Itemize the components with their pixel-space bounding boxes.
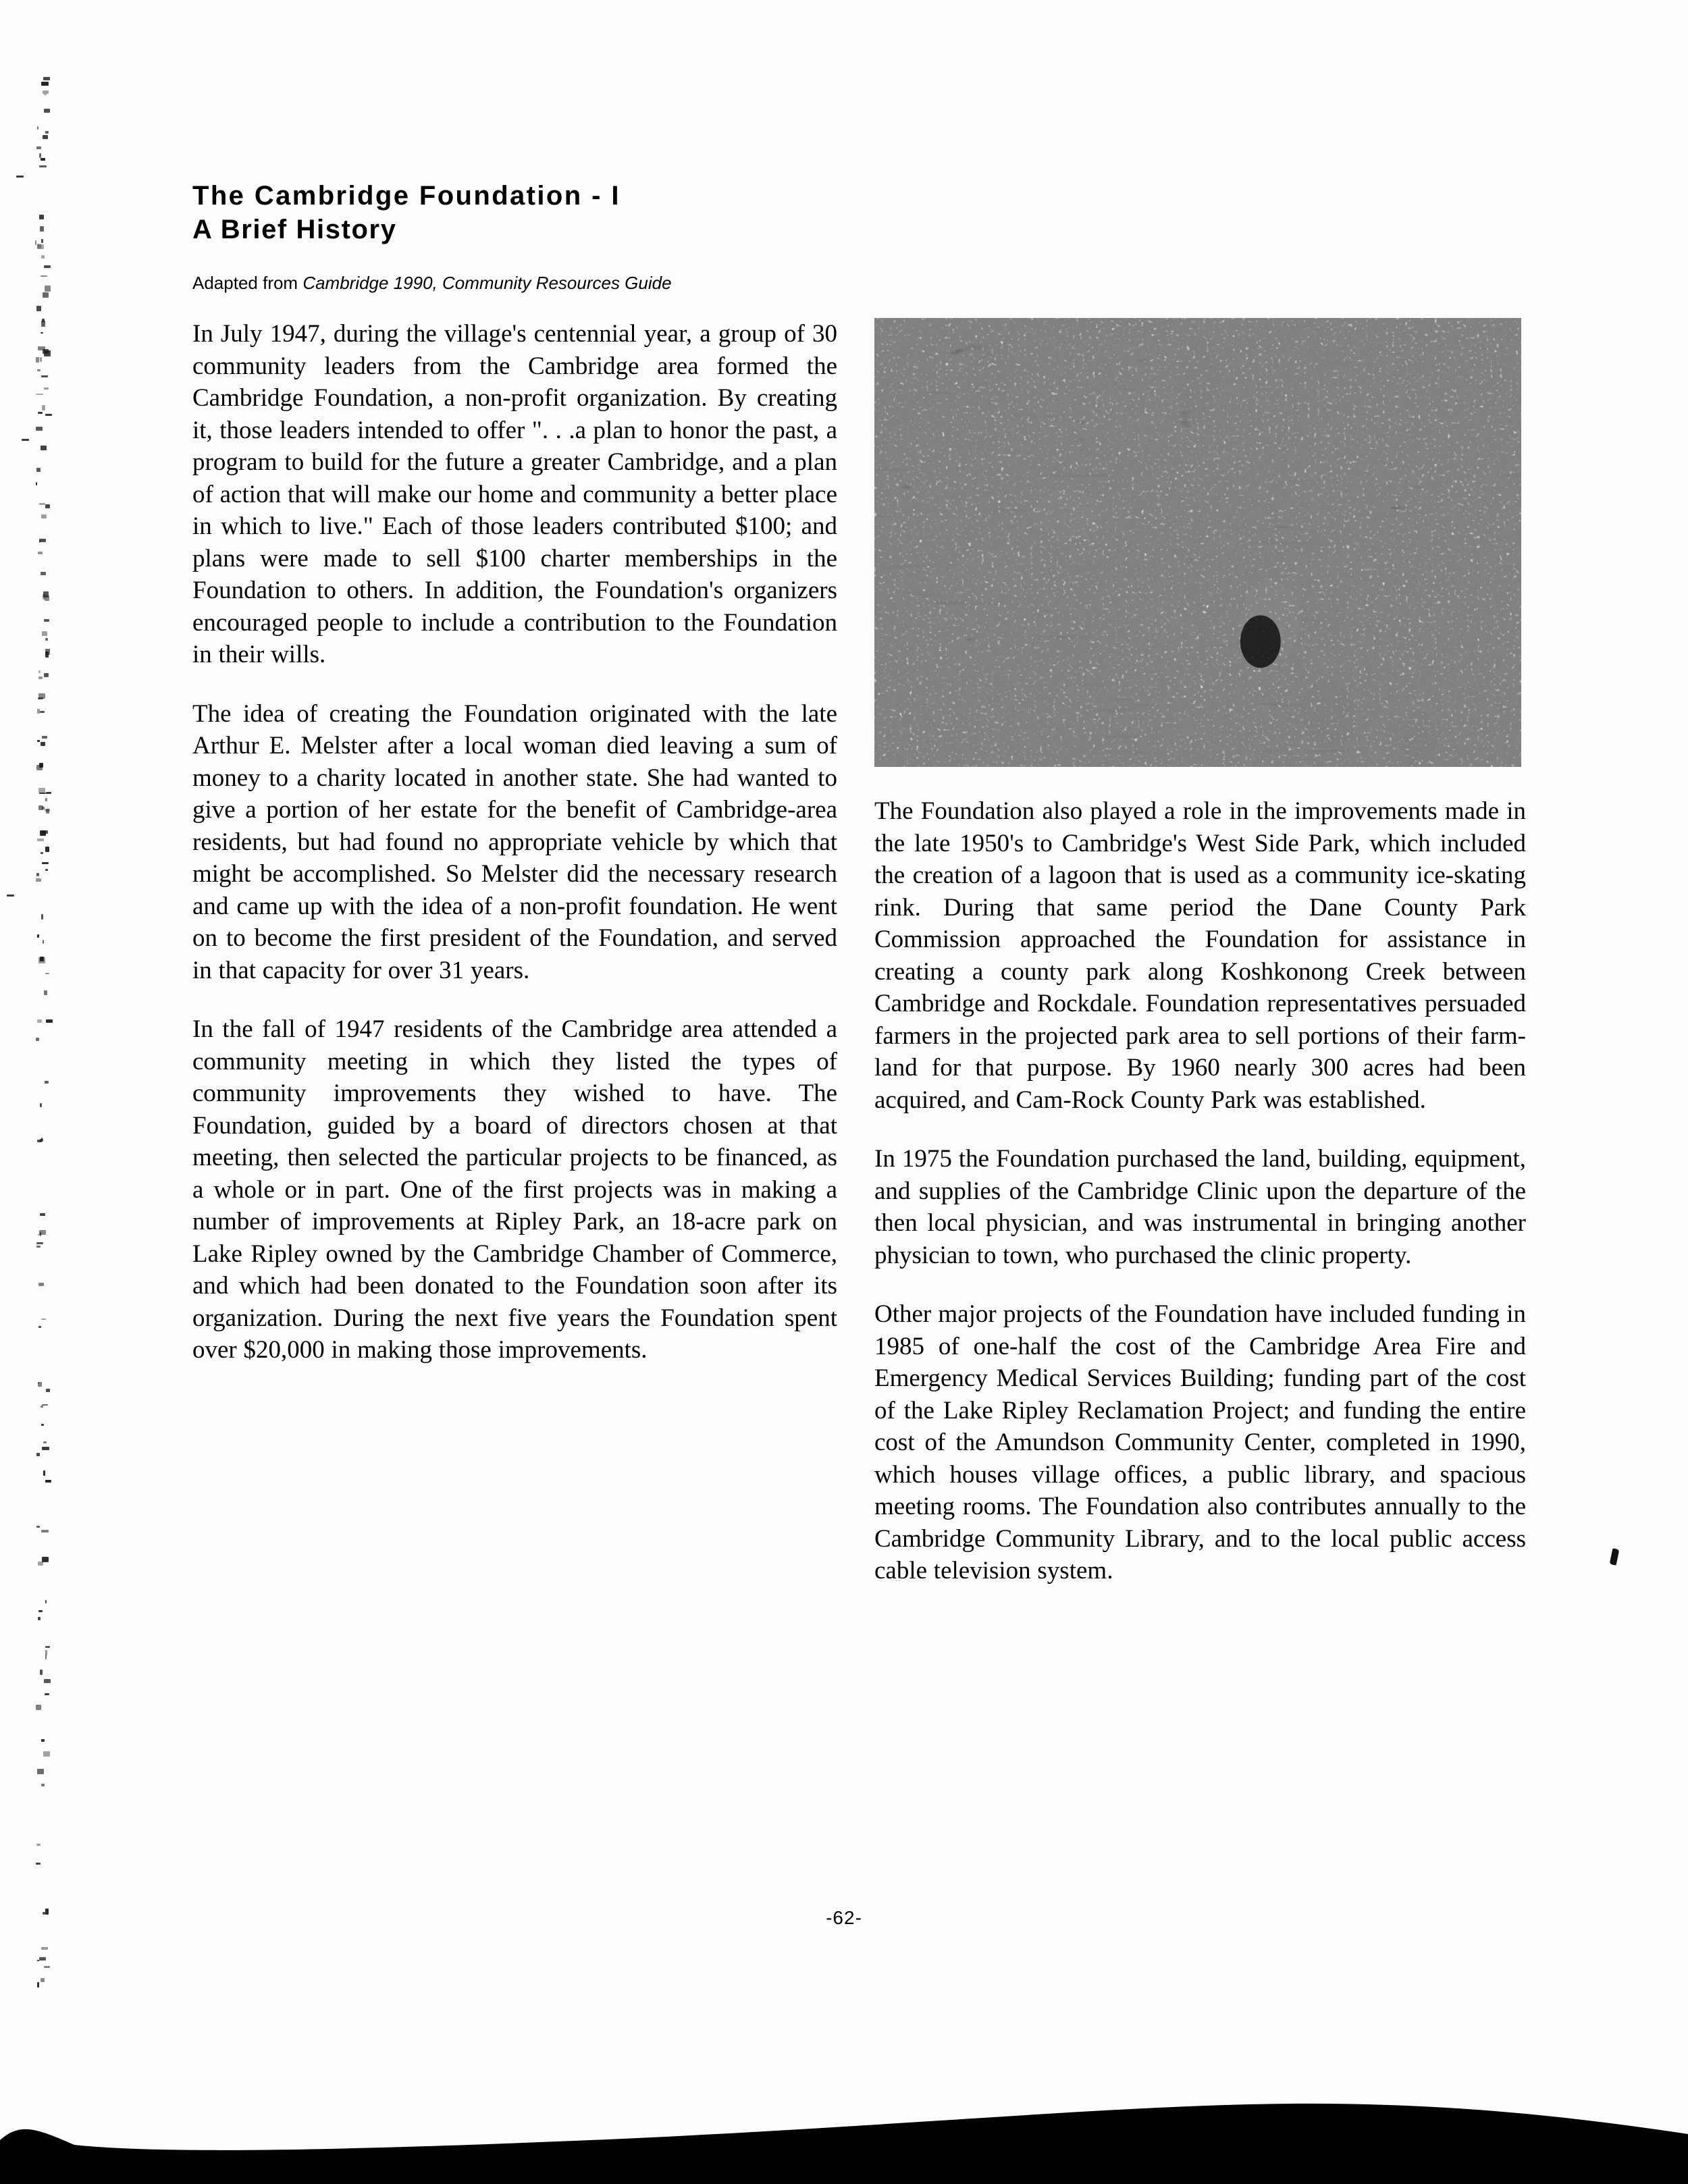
scan-speck bbox=[36, 1844, 41, 1845]
scan-speck bbox=[46, 1389, 51, 1392]
scan-speck bbox=[44, 1966, 50, 1968]
scan-speck bbox=[37, 244, 44, 249]
scan-speck bbox=[42, 736, 48, 739]
scan-speck bbox=[43, 90, 49, 94]
scan-speck bbox=[39, 153, 41, 158]
scan-speck bbox=[38, 1234, 41, 1235]
scan-speck bbox=[41, 1978, 45, 1983]
scan-speck bbox=[38, 1617, 41, 1620]
scan-speck bbox=[38, 1382, 39, 1384]
scan-speck bbox=[39, 165, 47, 167]
scan-speck bbox=[37, 709, 41, 714]
scan-edge-shadow bbox=[0, 2069, 1688, 2184]
paragraph: The Foundation also played a role in the improvements made in the late 1950's to Cambridge's West Side Park, which included the creation of a lagoon that is used as a community ice-skating rink. During that same period the Dane County Park Commission approached the Foundation for assistance in creating a county park along Koshkonong Creek between Cambridge and Rockdale. Foundation representatives persuaded farmers in the projected park area to sell portions of their farm-land for that purpose. By 1960 nearly 300 acres had been acquired, and Cam-Rock County Park was established. bbox=[874, 797, 1526, 1114]
scan-speck bbox=[41, 82, 49, 86]
credit-prefix: Adapted from bbox=[192, 273, 303, 293]
scan-speck bbox=[45, 1646, 50, 1649]
scan-speck bbox=[40, 1213, 45, 1216]
scan-speck bbox=[39, 539, 45, 543]
scan-speck bbox=[41, 742, 46, 746]
scan-speck bbox=[40, 1232, 42, 1237]
paragraph: The idea of creating the Foundation originated with the late Arthur E. Melster after a local woman died leaving a sum of money to a charity located in another state. She had wanted to give a portion of her estate for the benefit of Cambridge-area residents, but had found no appropriate vehicle by which that might be accomplished. So Melster did the necessary research and came up with the idea of a non-profit foundation. He went on to become the first president of the Foundation, and served in that capacity for over 31 years. bbox=[192, 699, 837, 984]
scan-speck bbox=[37, 1019, 41, 1023]
scan-speck bbox=[40, 226, 44, 232]
scan-speck bbox=[40, 711, 45, 713]
scan-speck bbox=[36, 357, 40, 362]
scan-speck bbox=[45, 973, 50, 974]
scan-speck bbox=[45, 847, 49, 852]
scan-speck bbox=[45, 1480, 52, 1483]
scan-speck bbox=[39, 503, 46, 505]
paragraph: Other major projects of the Foundation have included funding in 1985 of one-half the cost of the Cambridge Area Fire and Emergency Medical Services Building; funding part of the cost of the Lake Ripley Reclamation Project; and funding the entire cost of the Amundson Community Center, completed in 1990, which houses village offices, a public library, and spacious meeting rooms. The Foundation also contributes annually to the Cambridge Community Library, and to the local public access cable television system. bbox=[874, 1300, 1526, 1584]
page-number: -62- bbox=[826, 1907, 862, 1928]
scan-speck bbox=[39, 540, 41, 543]
scan-speck bbox=[45, 638, 48, 641]
scan-speck bbox=[41, 446, 47, 450]
scan-speck bbox=[44, 94, 46, 96]
scan-speck bbox=[45, 798, 47, 801]
scan-speck bbox=[37, 740, 40, 742]
scan-speck bbox=[38, 346, 45, 350]
scan-speck bbox=[41, 275, 47, 277]
scan-speck bbox=[42, 1557, 49, 1562]
scan-speck bbox=[41, 1784, 45, 1786]
scan-speck bbox=[41, 572, 46, 576]
scan-speck bbox=[42, 807, 45, 809]
scan-speck bbox=[45, 869, 48, 871]
scan-speck bbox=[45, 809, 50, 811]
scan-speck bbox=[39, 215, 44, 219]
scan-speck bbox=[36, 427, 42, 431]
scan-speck bbox=[40, 1139, 43, 1142]
paragraph: In July 1947, during the village's centennial year, a group of 30 community leaders from the Cambridge area formed the Cambridge Foundation, a non-profit organization. By creating it, those leaders intended to offer ". . .a plan to honor the past, a program to build for the future a greater Cambridge, and a plan of action that will make our home and community a better place in which to live." Each of those leaders contributed $100; and plans were made to sell $100 charter memberships in the Foundation to others. In addition, the Foundation's organizers encouraged people to include a contribution to the Foundation in their wills. bbox=[192, 320, 837, 668]
credit-source-title: Cambridge 1990, Community Resources Guide bbox=[302, 273, 672, 293]
scan-speck bbox=[40, 1103, 43, 1108]
scan-speck bbox=[37, 1769, 44, 1774]
scan-speck bbox=[40, 957, 44, 961]
scan-speck bbox=[45, 131, 49, 134]
scan-speck bbox=[35, 240, 36, 245]
page-title bbox=[192, 179, 841, 246]
scan-speck bbox=[41, 1739, 45, 1742]
scan-speck bbox=[45, 504, 50, 508]
scan-speck bbox=[44, 990, 47, 995]
scan-speck bbox=[43, 591, 49, 597]
scan-speck bbox=[37, 934, 40, 938]
scan-speck bbox=[42, 405, 45, 410]
scan-speck bbox=[45, 595, 49, 601]
scan-speck bbox=[41, 830, 48, 834]
scan-speck bbox=[38, 1562, 43, 1566]
scan-speck bbox=[43, 77, 50, 81]
scan-speck bbox=[38, 693, 45, 699]
scan-speck bbox=[45, 1081, 49, 1084]
scan-speck bbox=[46, 809, 49, 814]
scan-speck bbox=[45, 286, 51, 292]
scan-speck bbox=[44, 388, 49, 390]
scan-speck bbox=[38, 788, 46, 793]
scan-speck bbox=[16, 176, 24, 178]
scan-speck bbox=[41, 158, 45, 161]
scan-speck bbox=[36, 468, 41, 473]
scan-speck bbox=[43, 594, 45, 600]
scan-speck bbox=[42, 862, 49, 864]
scan-speck bbox=[41, 1138, 43, 1140]
scan-speck bbox=[37, 369, 41, 371]
crowd-photograph bbox=[874, 318, 1521, 767]
scan-speck bbox=[38, 1382, 43, 1387]
two-column-body bbox=[192, 318, 1526, 1925]
scan-speck bbox=[36, 394, 43, 395]
scan-speck bbox=[38, 676, 43, 679]
scan-speck bbox=[36, 1453, 40, 1456]
scan-speck bbox=[38, 1283, 43, 1286]
scan-speck bbox=[38, 1610, 43, 1612]
scan-speck bbox=[37, 838, 45, 841]
scan-speck bbox=[45, 1655, 47, 1659]
scan-speck bbox=[39, 1230, 46, 1235]
stray-ink-mark bbox=[1610, 1548, 1620, 1566]
scan-speck bbox=[41, 1530, 49, 1533]
scan-speck bbox=[38, 552, 43, 554]
scan-speck bbox=[36, 1242, 43, 1244]
scan-speck bbox=[36, 1246, 41, 1248]
scan-speck bbox=[45, 1693, 49, 1695]
scan-speck bbox=[46, 1019, 53, 1023]
scan-speck bbox=[43, 1470, 45, 1476]
scan-speck bbox=[41, 1947, 48, 1950]
scan-speck bbox=[22, 439, 29, 441]
paragraph: In the fall of 1947 residents of the Cambridge area attended a community meeting in which they listed the types of community improvements they wished to have. The Foundation, guided by a board of directors chosen at that meeting, then selected the particular projects to be financed, as a whole or in part. One of the first projects was in making a number of improvements at Ripley Park, an 18-acre park on Lake Ripley owned by the Cambridge Chamber of Commerce, and which had been donated to the Foundation soon after its organization. During the next five years the Foundation spent over $20,000 in making those improvements. bbox=[192, 1015, 837, 1364]
scan-speck bbox=[41, 375, 48, 378]
scan-speck bbox=[43, 1441, 47, 1444]
scan-speck bbox=[42, 631, 47, 637]
scan-speckle-artifacts bbox=[35, 64, 54, 2008]
scan-speck bbox=[41, 1406, 44, 1408]
left-column bbox=[192, 318, 837, 1366]
scan-speck bbox=[38, 412, 43, 414]
scan-speck bbox=[41, 255, 45, 259]
scan-speck bbox=[43, 349, 49, 354]
scan-speck bbox=[41, 852, 43, 854]
scan-speck bbox=[36, 1526, 41, 1528]
scan-speck bbox=[38, 1326, 42, 1328]
scan-speck bbox=[36, 873, 39, 876]
scan-speck bbox=[41, 514, 47, 518]
scan-speck bbox=[36, 482, 38, 485]
scan-speck bbox=[44, 619, 49, 622]
source-credit bbox=[192, 271, 706, 295]
scan-speck bbox=[43, 135, 48, 138]
scan-speck bbox=[45, 414, 52, 417]
scan-speck bbox=[36, 878, 41, 882]
scan-speck bbox=[7, 895, 14, 897]
scan-speck bbox=[37, 1960, 39, 1962]
scan-speck bbox=[45, 1650, 47, 1655]
right-column bbox=[874, 318, 1526, 1587]
scan-speck bbox=[42, 1404, 49, 1406]
scan-speck bbox=[45, 649, 50, 655]
scan-speck bbox=[38, 957, 46, 963]
scan-speck bbox=[40, 357, 42, 363]
scan-speck bbox=[38, 697, 43, 699]
scan-speck bbox=[36, 1705, 42, 1711]
scan-speck bbox=[41, 332, 43, 334]
page-content bbox=[192, 179, 1526, 1925]
scan-speck bbox=[37, 244, 41, 249]
scan-speck bbox=[45, 651, 49, 658]
scan-speck bbox=[41, 1319, 46, 1320]
scan-speck bbox=[36, 147, 41, 149]
scan-speck bbox=[39, 763, 43, 768]
scan-speck bbox=[41, 239, 43, 243]
scan-speck bbox=[36, 306, 42, 312]
scan-speck bbox=[43, 292, 49, 298]
scan-speck bbox=[45, 1600, 47, 1603]
scan-speck bbox=[46, 792, 51, 795]
scan-speck bbox=[36, 765, 43, 770]
scan-speck bbox=[43, 940, 45, 943]
scan-speck bbox=[44, 109, 50, 113]
scan-speck bbox=[40, 830, 46, 836]
scan-speck bbox=[44, 1679, 51, 1683]
scan-speck bbox=[41, 321, 45, 327]
scan-speck bbox=[42, 319, 45, 322]
scan-speck bbox=[39, 1957, 46, 1961]
scan-speck bbox=[36, 1863, 41, 1865]
scan-speck bbox=[42, 1447, 49, 1450]
scan-speck bbox=[44, 265, 51, 268]
scan-speck bbox=[37, 1140, 42, 1142]
scan-speck bbox=[36, 1038, 39, 1042]
title-line-1: The Cambridge Foundation - I bbox=[192, 181, 621, 211]
paragraph: In 1975 the Foundation purchased the land, building, equipment, and supplies of the Cambridge Clinic upon the departure of the then local physician, and was instrumental in bringing another physician to town, who purchased the clinic property. bbox=[874, 1145, 1526, 1269]
scan-speck bbox=[41, 914, 44, 920]
scan-speck bbox=[38, 670, 41, 673]
scan-speck bbox=[37, 1982, 38, 1988]
title-line-2: A Brief History bbox=[192, 215, 397, 244]
scan-speck bbox=[44, 350, 51, 356]
scan-speck bbox=[37, 126, 38, 130]
scan-speck bbox=[40, 1670, 43, 1675]
photograph-halftone bbox=[874, 318, 1521, 767]
scan-speck bbox=[43, 1751, 50, 1757]
scan-speck bbox=[41, 1424, 45, 1426]
scan-speck bbox=[44, 673, 49, 677]
scan-speck bbox=[39, 793, 46, 794]
scan-speck bbox=[38, 805, 43, 810]
